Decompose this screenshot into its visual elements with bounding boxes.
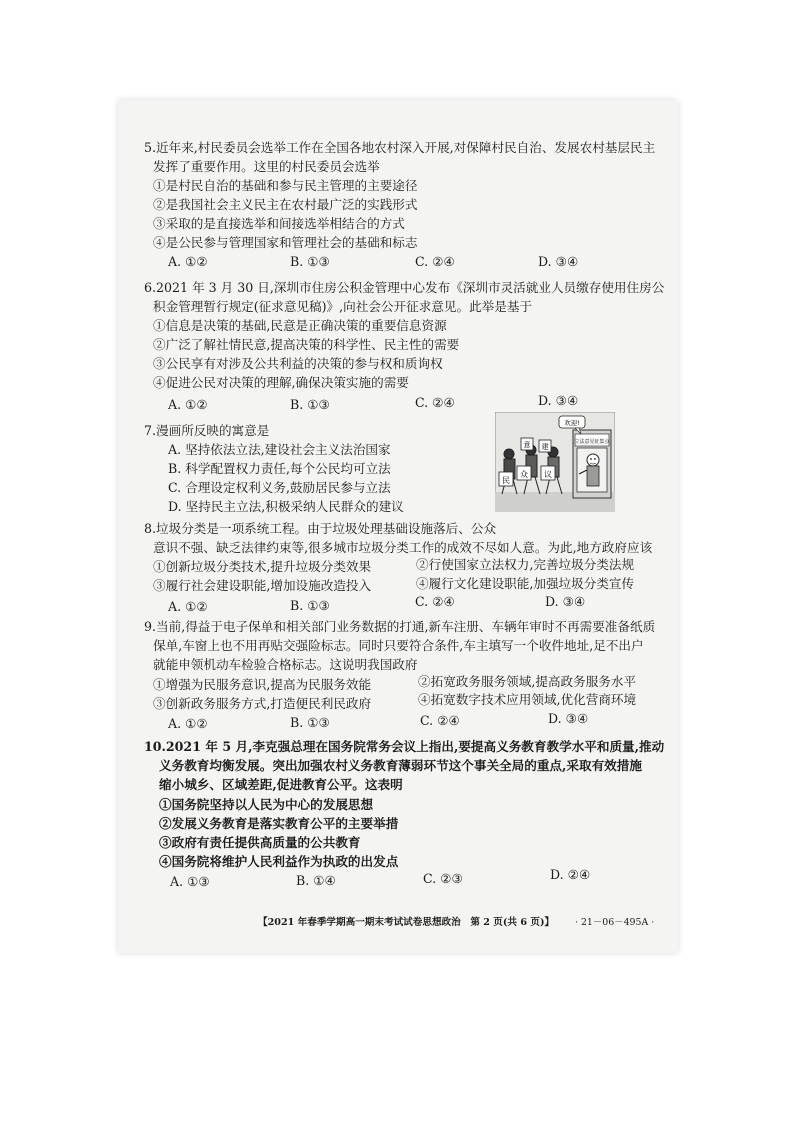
question-9-item-3: ③创新政务服务方式,打造便民利民政府	[153, 696, 372, 711]
question-5-stem: 5.近年来,村民委员会选举工作在全国各地农村深入开展,对保障村民自治、发展农村基层民主	[144, 140, 656, 155]
question-9-option-c: C. ②④	[420, 713, 460, 728]
question-7-stem: 7.漫画所反映的寓意是	[144, 423, 270, 438]
question-8-item-1: ①创新垃圾分类技术,提升垃圾分类效果	[153, 559, 372, 574]
question-10-stem-cont-2: 缩小城乡、区域差距,促进教育公平。这表明	[159, 777, 403, 792]
question-10-stem-cont: 义务教育均衡发展。突出加强农村义务教育薄弱环节这个事关全局的重点,采取有效措施	[159, 758, 642, 773]
question-5-item-2: ②是我国社会主义民主在农村最广泛的实践形式	[153, 197, 418, 212]
question-5-item-4: ④是公民参与管理国家和管理社会的基础和标志	[153, 235, 418, 250]
question-8-item-2: ②行使国家立法权力,完善垃圾分类法规	[416, 557, 635, 572]
question-9-option-b: B. ①③	[290, 715, 330, 730]
question-6-item-2: ②广泛了解社情民意,提高决策的科学性、民主性的需要	[153, 337, 460, 352]
cartoon-illustration	[495, 412, 615, 512]
question-6-item-1: ①信息是决策的基础,民意是正确决策的重要信息资源	[153, 318, 447, 333]
question-10-option-a: A. ①③	[170, 874, 210, 889]
question-10-stem: 10.2021 年 5 月,李克强总理在国务院常务会议上指出,要提高义务教育教学水平和质量,推动	[144, 739, 665, 754]
question-9-item-4: ④拓宽数字技术应用领域,优化营商环境	[418, 692, 637, 707]
placard-text: 意	[523, 441, 531, 449]
question-8-option-b: B. ①③	[290, 598, 330, 613]
question-6-option-b: B. ①③	[290, 397, 330, 412]
question-8-stem-cont: 意识不强、缺乏法律约束等,很多城市垃圾分类工作的成效不尽如人意。为此,地方政府应该	[153, 540, 653, 555]
question-9-item-2: ②拓宽政务服务领域,提高政务服务水平	[418, 674, 637, 689]
speech-text: 欢迎!	[564, 419, 580, 427]
question-10-item-4: ④国务院将维护人民利益作为执政的出发点	[159, 854, 399, 869]
page-footer: 【2021 年春季学期高一期末考试试卷思想政治 第 2 页(共 6 页)】	[258, 917, 555, 928]
question-8-item-4: ④履行文化建设职能,加强垃圾分类宣传	[416, 576, 635, 591]
question-6-option-d: D. ③④	[538, 393, 579, 408]
question-5-option-a: A. ①②	[168, 254, 208, 269]
question-10-option-c: C. ②③	[423, 871, 463, 886]
question-8-stem: 8.垃圾分类是一项系统工程。由于垃圾处理基础设施落后、公众	[144, 521, 497, 536]
question-5-option-d: D. ③④	[538, 254, 579, 269]
question-9-stem-cont-2: 就能申领机动车检验合格标志。这说明我国政府	[153, 657, 418, 672]
question-8-item-3: ③履行社会建设职能,增加设施改造投入	[153, 578, 372, 593]
question-7-option-d: D. 坚持民主立法,积极采纳人民群众的建议	[168, 499, 404, 514]
question-9-item-1: ①增强为民服务意识,提高为民服务效能	[153, 677, 372, 692]
placard-text: 议	[544, 470, 552, 479]
question-9-stem-cont: 保单,车窗上也不用再贴交强险标志。同时只要符合条件,车主填写一个收件地址,足不出户	[153, 638, 644, 653]
question-7-option-a: A. 坚持依法立法,建设社会主义法治国家	[168, 442, 391, 457]
question-10-item-1: ①国务院坚持以人民为中心的发展思想	[159, 797, 374, 812]
question-9-stem: 9.当前,得益于电子保单和相关部门业务数据的打通,新车注册、车辆年审时不再需要准备纸质	[144, 619, 656, 634]
placard-text: 民	[502, 476, 510, 485]
question-7-option-b: B. 科学配置权力责任,每个公民均可立法	[168, 461, 391, 476]
placard-text: 众	[520, 470, 528, 479]
question-10-option-d: D. ②④	[550, 867, 591, 882]
question-5-item-3: ③采取的是直接选举和间接选举相结合的方式	[153, 216, 405, 231]
question-5-option-b: B. ①③	[290, 254, 330, 269]
placard-text: 建	[541, 443, 549, 451]
question-5-option-c: C. ②④	[415, 254, 455, 269]
exam-code: · 21－06－495A ·	[575, 917, 655, 928]
question-8-option-c: C. ②④	[415, 594, 455, 609]
question-6-item-3: ③公民享有对涉及公共利益的决策的参与权和质询权	[153, 356, 443, 371]
question-9-option-d: D. ③④	[548, 711, 589, 726]
question-5-stem-cont: 发挥了重要作用。这里的村民委员会选举	[153, 159, 380, 174]
question-6-item-4: ④促进公民对决策的理解,确保决策实施的需要	[153, 375, 409, 390]
question-7-option-c: C. 合理设定权利义务,鼓励居民参与立法	[168, 480, 391, 495]
question-6-option-a: A. ①②	[168, 397, 208, 412]
question-6-stem-cont: 积金管理暂行规定(征求意见稿)》,向社会公开征求意见。此举是基于	[153, 299, 533, 314]
question-6-option-c: C. ②④	[415, 395, 455, 410]
question-10-item-2: ②发展义务教育是落实教育公平的主要举措	[159, 816, 399, 831]
question-10-item-3: ③政府有责任提供高质量的公共教育	[159, 835, 361, 850]
question-10-option-b: B. ①④	[296, 873, 336, 888]
question-8-option-d: D. ③④	[545, 594, 586, 609]
question-9-option-a: A. ①②	[168, 716, 208, 731]
question-8-option-a: A. ①②	[168, 599, 208, 614]
question-6-stem: 6.2021 年 3 月 30 日,深圳市住房公积金管理中心发布《深圳市灵活就业人员缴存使用住房公	[144, 280, 665, 295]
question-5-item-1: ①是村民自治的基础和参与民主管理的主要途径	[153, 178, 418, 193]
sign-text: 立法意见征集点	[574, 439, 610, 445]
